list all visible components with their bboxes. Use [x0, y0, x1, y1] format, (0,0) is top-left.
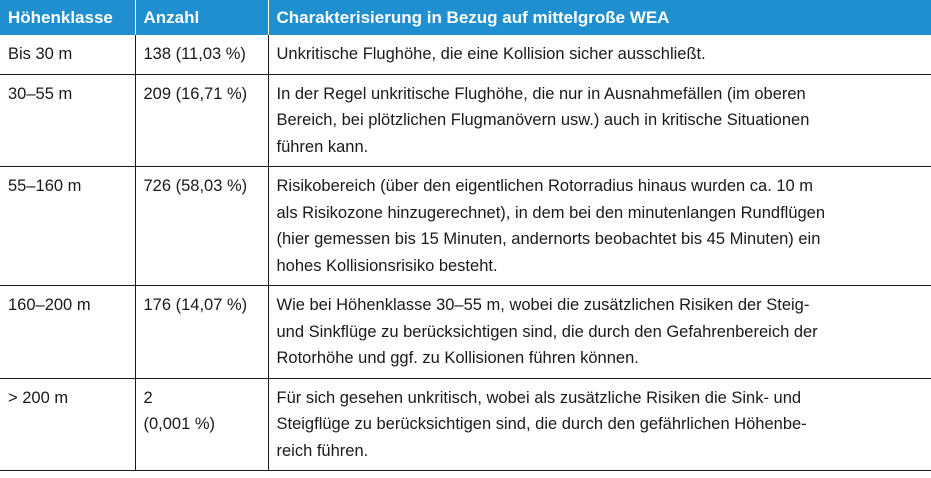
anzahl-line: 138 (11,03 %) [143, 45, 246, 63]
cell-anzahl [135, 74, 268, 167]
cell-charakterisierung [268, 378, 931, 471]
text-line: Steigflüge zu berücksichtigen sind, die durch den gefährlichen Höhenbe- [276, 415, 807, 433]
cell-charakterisierung [268, 35, 931, 74]
cell-anzahl [135, 286, 268, 379]
table-row [0, 35, 931, 74]
cell-anzahl [135, 378, 268, 471]
header-charakterisierung: Charakterisierung in Bezug auf mittelgroße WEA [268, 0, 931, 35]
cell-anzahl [135, 35, 268, 74]
cell-hoehenklasse: Bis 30 m [0, 35, 135, 74]
header-hoehenklasse: Höhenklasse [0, 0, 135, 35]
text-line: und Sinkflüge zu berücksichtigen sind, die durch den Gefahrenbereich der [276, 322, 818, 341]
text-line: führen kann. [276, 137, 369, 156]
cell-charakterisierung [268, 286, 931, 379]
table-body [0, 35, 931, 471]
table-row [0, 286, 931, 379]
text-line: als Risikozone hinzugerechnet), in dem bei den minutenlangen Rundflügen [276, 203, 826, 222]
table-row [0, 167, 931, 286]
text-line: Unkritische Flughöhe, die eine Kollision sicher ausschließt. [276, 45, 706, 63]
text-line: Für sich gesehen unkritisch, wobei als zusätzliche Risiken die Sink- und [276, 388, 802, 407]
anzahl-line: (0,001 %) [143, 415, 216, 433]
text-line: Wie bei Höhenklasse 30–55 m, wobei die zusätzlichen Risiken der Steig- [276, 296, 810, 314]
text-line: Risikobereich (über den eigentlichen Rotorradius hinaus wurden ca. 10 m [276, 177, 814, 195]
cell-charakterisierung [268, 167, 931, 286]
text-line: In der Regel unkritische Flughöhe, die nur in Ausnahmefällen (im oberen [276, 84, 806, 103]
text-line: (hier gemessen bis 15 Minuten, andernorts beobachtet bis 45 Minuten) ein [276, 230, 821, 248]
cell-hoehenklasse: 30–55 m [0, 74, 135, 167]
table-row [0, 74, 931, 167]
anzahl-line: 726 (58,03 %) [143, 177, 248, 195]
cell-charakterisierung [268, 74, 931, 167]
anzahl-line: 176 (14,07 %) [143, 296, 248, 314]
table-header [0, 0, 931, 35]
cell-anzahl [135, 167, 268, 286]
anzahl-line: 2 [143, 388, 153, 407]
table-row [0, 378, 931, 471]
text-line: Bereich, bei plötzlichen Flugmanövern usw.) auch in kritische Situationen [276, 111, 810, 129]
text-line: hohes Kollisionsrisiko besteht. [276, 256, 498, 275]
header-anzahl: Anzahl [135, 0, 268, 35]
cell-hoehenklasse: > 200 m [0, 378, 135, 471]
cell-hoehenklasse: 160–200 m [0, 286, 135, 379]
anzahl-line: 209 (16,71 %) [143, 84, 248, 103]
text-line: Rotorhöhe und ggf. zu Kollisionen führen können. [276, 349, 639, 367]
text-line: reich führen. [276, 441, 369, 460]
cell-hoehenklasse: 55–160 m [0, 167, 135, 286]
header-row [0, 0, 931, 35]
